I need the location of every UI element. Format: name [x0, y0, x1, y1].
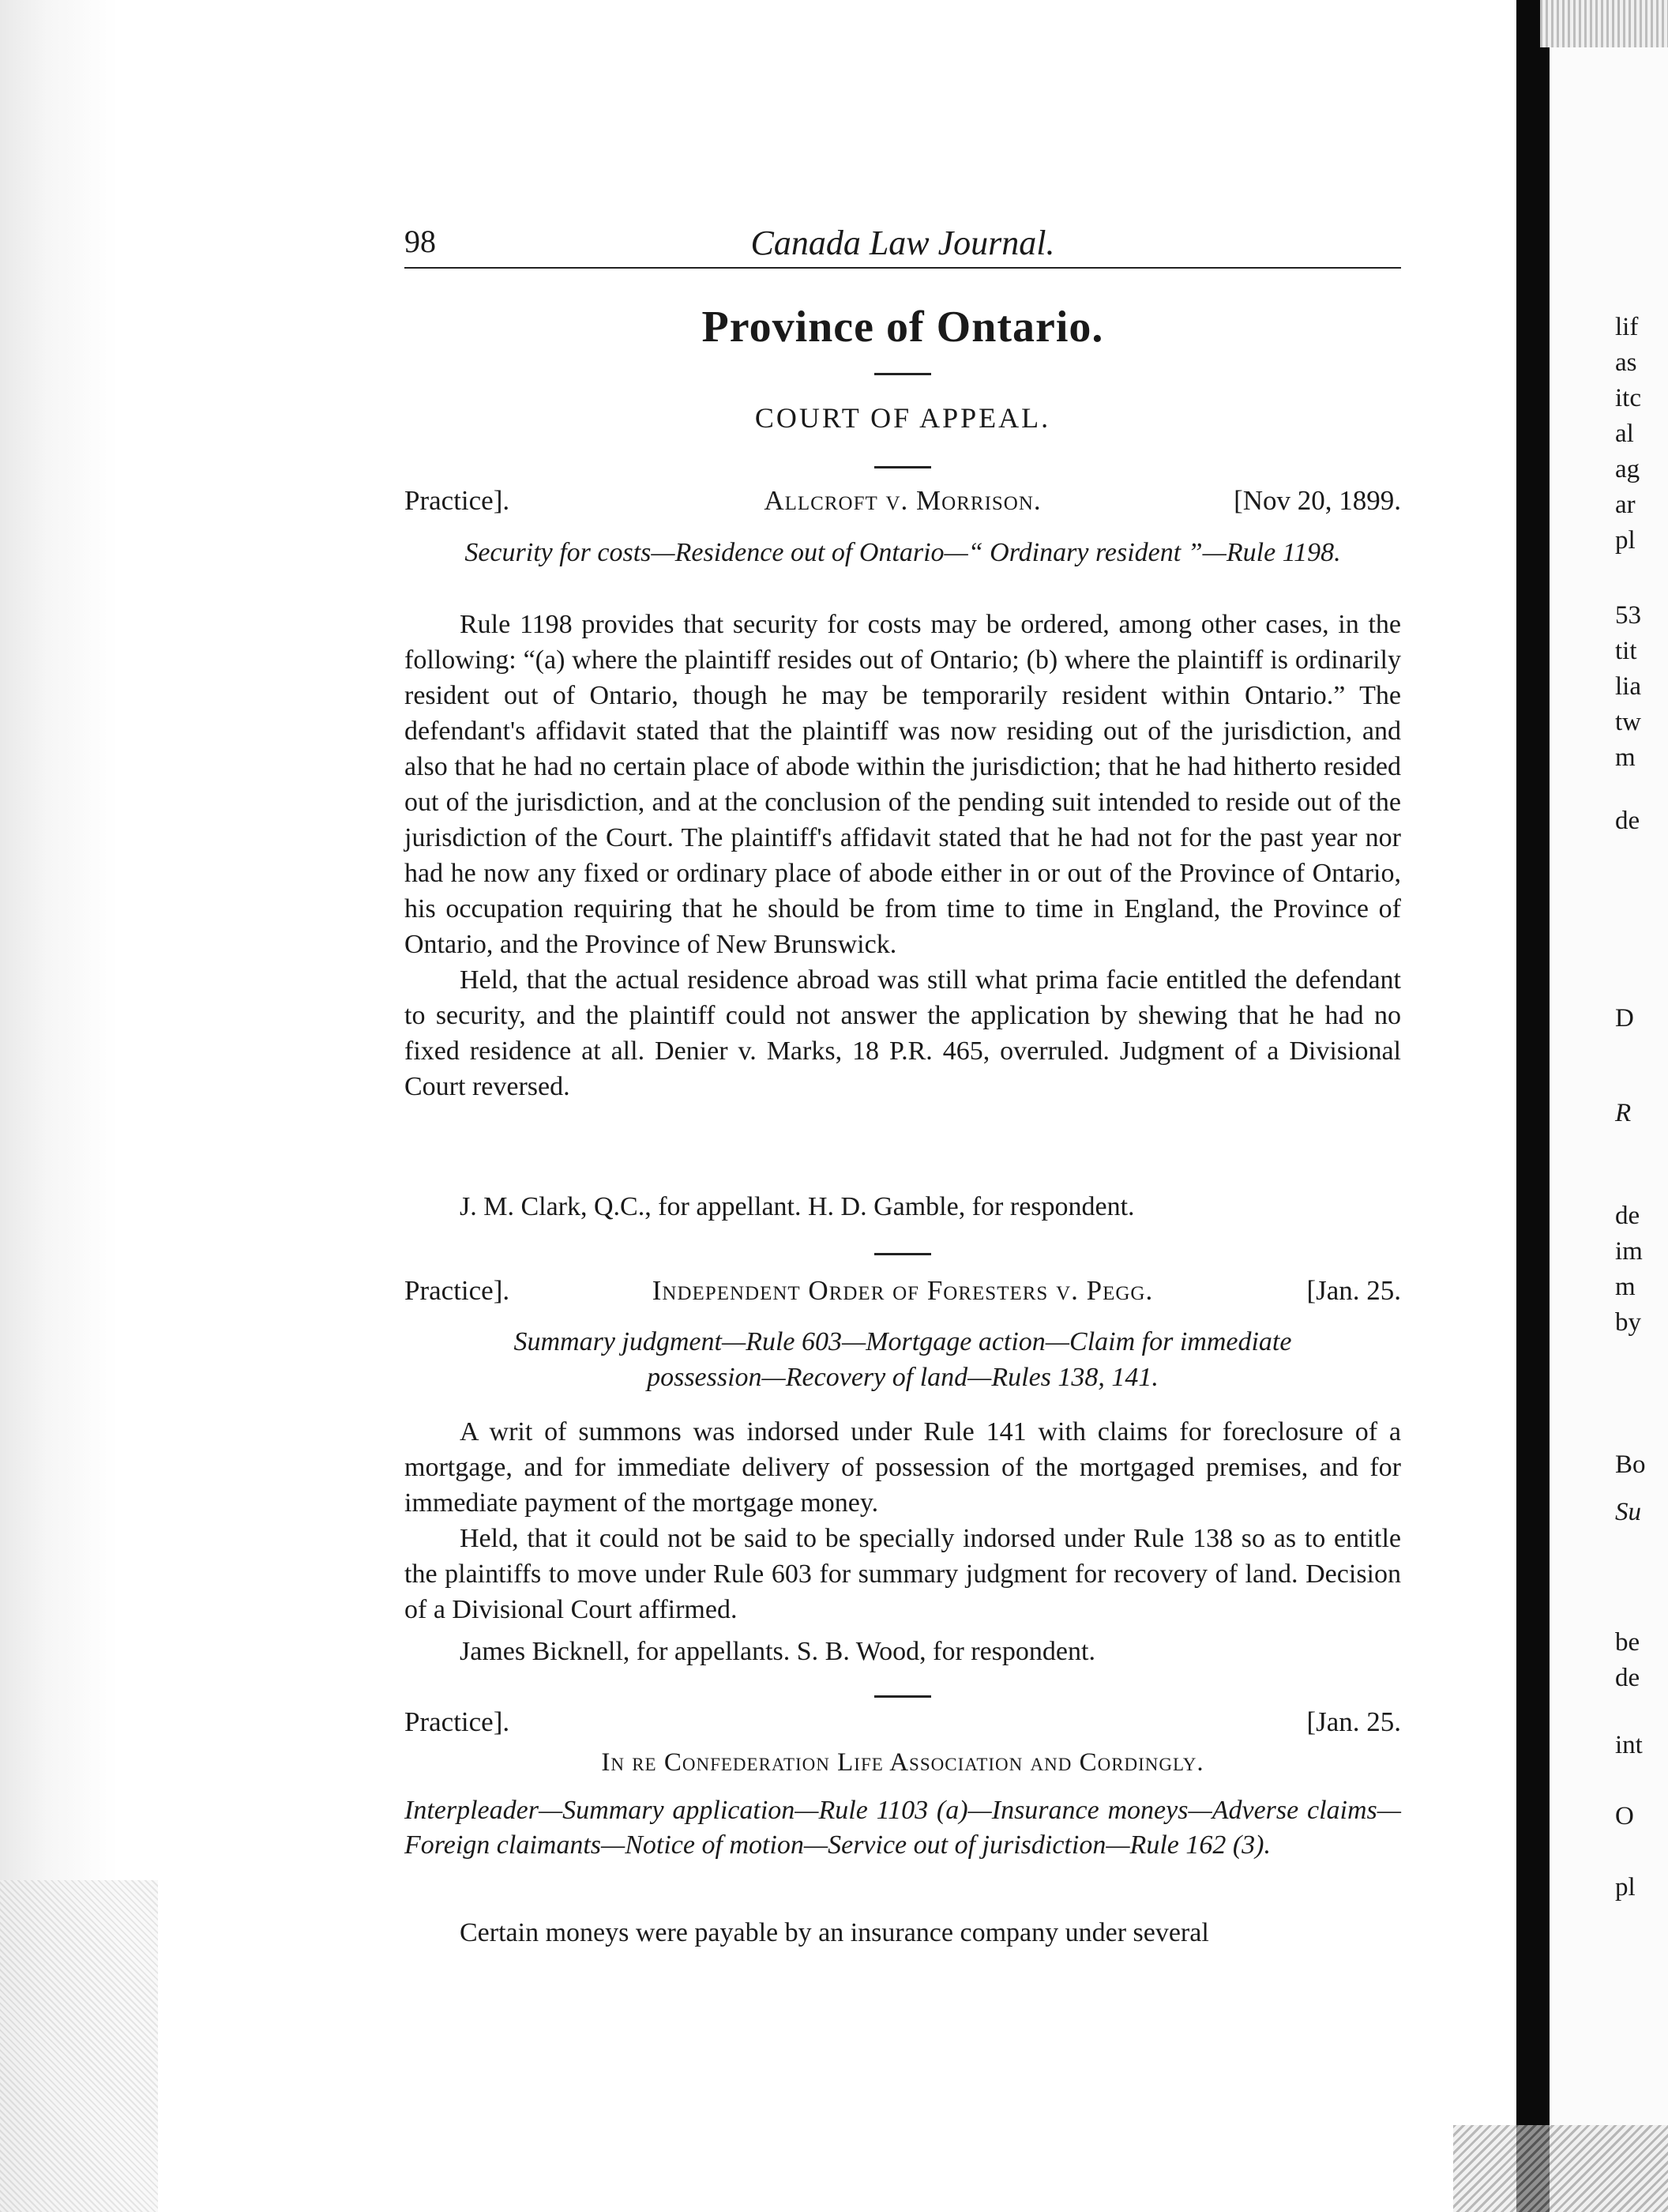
adjacent-fragment: be [1615, 1628, 1640, 1657]
adjacent-fragment: Su [1615, 1498, 1641, 1526]
case-counsel: James Bicknell, for appellants. S. B. Wood, for respondent. [460, 1637, 1095, 1666]
divider [874, 1253, 931, 1255]
adjacent-fragment: im [1615, 1237, 1643, 1266]
court-title: COURT OF APPEAL. [754, 402, 1051, 434]
bottom-right-scan-noise [1453, 2125, 1668, 2212]
adjacent-fragment: int [1615, 1731, 1643, 1759]
case-body [404, 1414, 1401, 1627]
top-right-scan-noise [1540, 0, 1668, 47]
adjacent-fragment: O [1615, 1802, 1634, 1830]
adjacent-fragment: lif [1615, 313, 1639, 341]
section-title: Province of Ontario. [701, 303, 1104, 352]
adjacent-fragment: by [1615, 1308, 1641, 1337]
left-scan-noise [0, 1880, 158, 2212]
journal-title: Canada Law Journal. [750, 224, 1055, 262]
case-paragraph: Held, that it could not be said to be specially indorsed under Rule 138 so as to entitle the plaintiffs to move under Rule 603 for summary judgment for recovery of land. Decision of a Divisional Court affirmed. [404, 1524, 1401, 1624]
case-counsel: J. M. Clark, Q.C., for appellant. H. D. Gamble, for respondent. [460, 1192, 1135, 1221]
case-date: [Nov 20, 1899. [1234, 485, 1401, 516]
adjacent-fragment: R [1615, 1099, 1632, 1127]
case-title: In re Confederation Life Association and Cordingly. [601, 1748, 1204, 1777]
adjacent-fragment: tit [1615, 637, 1637, 665]
adjacent-fragment: lia [1615, 672, 1641, 701]
adjacent-fragment: pl [1615, 1873, 1636, 1902]
case-category: Practice]. [404, 1706, 510, 1737]
case-category: Practice]. [404, 1275, 510, 1306]
adjacent-fragment: D [1615, 1004, 1634, 1033]
case-category: Practice]. [404, 485, 510, 516]
case-headnote: Security for costs—Residence out of Ontario—“ Ordinary resident ”—Rule 1198. [464, 538, 1341, 567]
case-paragraph: Rule 1198 provides that security for costs may be ordered, among other cases, in the following: “(a) where the plaintiff resides out of Ontario; (b) where the plaintiff is ordinarily resident out of Ontario, though he may be temporarily resident within Ontario.” The defendant's affidavit stated that the plaintiff was now residing out of the jurisdiction, and also that he had no certain place of abode within the jurisdiction; that he had hitherto resided out of the jurisdiction, and at the conclusion of the pending suit intended to reside out of the jurisdiction of the Court. The plaintiff's affidavit stated that he had not for the past year nor had he now any fixed or ordinary place of abode either in or out of the Province of Ontario, his occupation requiring that he should be from time to time in England, the Province of Ontario, and the Province of New Brunswick. [404, 610, 1401, 959]
adjacent-fragment: as [1615, 348, 1637, 377]
adjacent-fragment: itc [1615, 384, 1641, 412]
case-body [404, 1915, 1401, 1951]
case-title: Independent Order of Foresters v. Pegg. [652, 1275, 1154, 1306]
case-paragraph: A writ of summons was indorsed under Rule 141 with claims for foreclosure of a mortgage, and for immediate delivery of possession of the mortgaged premises, and for immediate payment of the mortgage money. [404, 1417, 1401, 1518]
adjacent-fragment: de [1615, 1202, 1640, 1230]
divider [874, 373, 931, 375]
divider [874, 1695, 931, 1698]
case-heading [404, 1275, 1401, 1313]
adjacent-fragment: Bo [1615, 1450, 1646, 1479]
journal-page [404, 0, 1401, 2212]
running-header [404, 223, 1401, 270]
adjacent-fragment: ag [1615, 455, 1640, 483]
adjacent-fragment: de [1615, 807, 1640, 835]
adjacent-fragment: pl [1615, 526, 1636, 555]
case-body [404, 607, 1401, 1104]
adjacent-fragment: m [1615, 743, 1636, 772]
adjacent-fragment: al [1615, 419, 1634, 448]
adjacent-fragment: 53 [1615, 601, 1641, 630]
case-heading [404, 1706, 1401, 1744]
case-title: Allcroft v. Morrison. [764, 485, 1042, 516]
header-rule [404, 267, 1401, 269]
case-heading [404, 485, 1401, 523]
adjacent-fragment: m [1615, 1273, 1636, 1301]
case-date: [Jan. 25. [1306, 1275, 1401, 1306]
divider [874, 466, 931, 468]
book-gutter-shadow [1516, 0, 1550, 2212]
adjacent-fragment: tw [1615, 708, 1641, 736]
case-headnote: possession—Recovery of land—Rules 138, 141. [647, 1363, 1159, 1392]
case-date: [Jan. 25. [1306, 1706, 1401, 1737]
adjacent-page [1550, 0, 1668, 2212]
case-paragraph: Certain moneys were payable by an insurance company under several [460, 1918, 1209, 1947]
page-number: 98 [404, 224, 436, 259]
adjacent-fragment: de [1615, 1664, 1640, 1692]
case-headnote: Interpleader—Summary application—Rule 1103 (a)—Insurance moneys—Adverse claims—Foreign claimants—Notice of motion—Service out of jurisdiction—Rule 162 (3). [404, 1796, 1401, 1860]
adjacent-fragment: ar [1615, 491, 1636, 519]
case-headnote: Summary judgment—Rule 603—Mortgage action—Claim for immediate [513, 1327, 1292, 1356]
case-paragraph: Held, that the actual residence abroad was still what prima facie entitled the defendant to security, and the plaintiff could not answer the application by shewing that he had no fixed residence at all. Denier v. Marks, 18 P.R. 465, overruled. Judgment of a Divisional Court reversed. [404, 965, 1401, 1101]
